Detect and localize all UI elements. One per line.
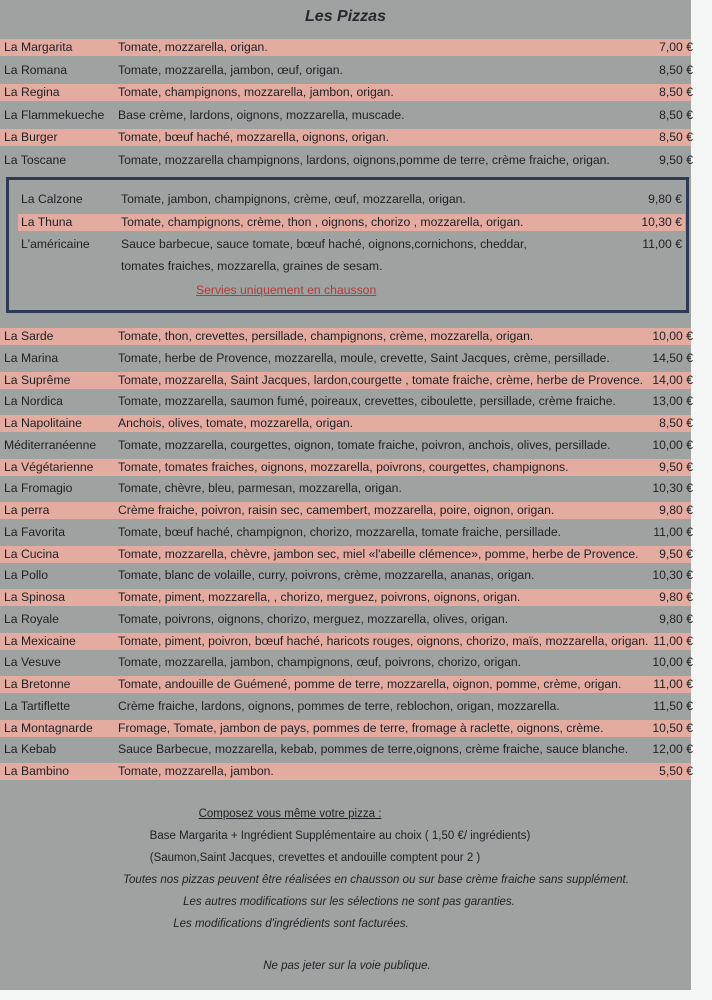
menu-item-row	[18, 191, 685, 208]
pizza-price: 8,50 €	[659, 416, 693, 430]
pizza-ingredients: Sauce Barbecue, mozzarella, kebab, pommes de terre,oignons, crème fraiche, sauce blanche.	[118, 742, 629, 757]
pizza-ingredients: Tomate, piment, mozzarella, , chorizo, merguez, poivrons, oignons, origan.	[118, 590, 521, 604]
pizza-price: 9,80 €	[659, 590, 693, 604]
pizza-name: La perra	[4, 503, 50, 517]
pizza-ingredients: Tomate, bœuf haché, mozzarella, oignons, origan.	[118, 130, 389, 145]
pizza-price: 8,50 €	[659, 62, 693, 77]
pizza-ingredients: Tomate, jambon, champignons, crème, œuf, mozzarella, origan.	[121, 192, 466, 206]
pizza-price: 9,50 €	[659, 459, 693, 474]
pizza-ingredients: Tomate, mozzarella, chèvre, jambon sec, miel «l'abeille clémence», pomme, herbe de Provence.	[118, 546, 639, 561]
note-chausson: Toutes nos pizzas peuvent être réalisées en chausson ou sur base crème fraiche sans supplément.	[123, 874, 629, 886]
menu-item-row	[0, 459, 691, 476]
pizza-price: 8,50 €	[659, 130, 693, 145]
pizza-price: 13,00 €	[652, 394, 693, 409]
pizza-name: La Toscane	[4, 153, 67, 167]
pizza-name: La Montagnarde	[4, 720, 93, 735]
pizza-name: La Cucina	[4, 546, 59, 561]
pizza-name: La Flammekueche	[4, 107, 105, 122]
pizza-price: 9,50 €	[659, 546, 693, 561]
menu-item-row	[0, 84, 691, 101]
page-title: Les Pizzas	[305, 8, 386, 25]
pizza-name: La Fromagio	[4, 481, 73, 496]
pizza-ingredients: Anchois, olives, tomate, mozzarella, origan.	[118, 416, 354, 430]
pizza-name: La Calzone	[21, 192, 83, 206]
menu-item-row	[0, 480, 691, 497]
calzone-box	[6, 177, 689, 313]
americaine-continuation: tomates fraiches, mozzarella, graines de sesam.	[121, 259, 383, 273]
menu-item-row	[0, 589, 691, 606]
pizza-price: 11,00 €	[653, 524, 693, 539]
pizza-price: 14,00 €	[652, 372, 693, 387]
pizza-name: La Sarde	[4, 329, 54, 343]
pizza-price: 14,50 €	[652, 350, 693, 365]
menu-item-row	[0, 633, 691, 650]
pizza-price: 10,00 €	[652, 437, 693, 452]
pizza-price: 11,00 €	[653, 677, 693, 691]
pizza-ingredients: Tomate, herbe de Provence, mozzarella, moule, crevette, Saint Jacques, crème, persillade.	[118, 350, 610, 365]
pizza-ingredients: Base crème, lardons, oignons, mozzarella, muscade.	[118, 107, 405, 122]
pizza-name: La Royale	[4, 611, 59, 626]
pizza-ingredients: Tomate, poivrons, oignons, chorizo, merguez, mozzarella, olives, origan.	[118, 611, 509, 626]
menu-item-row	[0, 39, 691, 56]
pizza-name: Méditerranéenne	[4, 437, 97, 452]
pizza-ingredients: Tomate, andouille de Guémené, pomme de terre, mozzarella, oignon, pomme, crème, origan.	[118, 677, 622, 691]
menu-item-row	[0, 328, 691, 345]
menu-item-row	[0, 107, 691, 124]
pizza-price: 9,80 €	[648, 192, 682, 206]
pizza-name: La Spinosa	[4, 590, 65, 604]
pizza-price: 8,50 €	[659, 85, 693, 100]
pizza-price: 11,50 €	[653, 698, 693, 713]
pizza-price: 11,00 €	[653, 633, 693, 648]
menu-item-row	[0, 567, 691, 584]
pizza-name: La Vesuve	[4, 655, 61, 670]
pizza-name: La Bretonne	[4, 677, 71, 691]
pizza-ingredients: Tomate, mozzarella, jambon.	[118, 764, 274, 778]
pizza-ingredients: Tomate, thon, crevettes, persillade, champignons, crème, mozzarella, origan.	[118, 329, 534, 343]
menu-item-row	[0, 741, 691, 758]
chausson-note: Servies uniquement en chausson	[196, 283, 377, 297]
pizza-ingredients: Tomate, blanc de volaille, curry, poivrons, crème, mozzarella, ananas, origan.	[118, 568, 535, 583]
pizza-ingredients: Tomate, champignons, crème, thon , oignons, chorizo , mozzarella, origan.	[121, 214, 524, 229]
pizza-name: La Margarita	[4, 40, 73, 54]
pizza-price: 9,80 €	[659, 503, 693, 517]
pizza-ingredients: Crème fraiche, lardons, oignons, pommes de terre, reblochon, origan, mozzarella.	[118, 698, 560, 713]
pizza-ingredients: Sauce barbecue, sauce tomate, bœuf haché, oignons,cornichons, cheddar,	[121, 237, 527, 251]
compose-line-2: (Saumon,Saint Jacques, crevettes et andouille comptent pour 2 )	[149, 852, 481, 864]
pizza-price: 10,50 €	[652, 720, 693, 735]
pizza-price: 10,00 €	[652, 329, 693, 343]
menu-item-row	[0, 350, 691, 367]
pizza-ingredients: Tomate, mozzarella, Saint Jacques, lardon,courgette , tomate fraiche, crème, herbe de Provence.	[118, 372, 644, 387]
pizza-ingredients: Tomate, chèvre, bleu, parmesan, mozzarella, origan.	[118, 481, 402, 496]
pizza-name: La Pollo	[4, 568, 49, 583]
pizza-price: 8,50 €	[659, 107, 693, 122]
pizza-price: 10,30 €	[652, 481, 693, 496]
pizza-name: L'américaine	[21, 237, 90, 251]
pizza-ingredients: Tomate, mozzarella, jambon, œuf, origan.	[118, 62, 343, 77]
pizza-price: 10,30 €	[641, 214, 682, 229]
menu-item-row	[0, 763, 691, 780]
disclaimer: Ne pas jeter sur la voie publique.	[263, 960, 431, 972]
pizza-price: 11,00 €	[642, 237, 682, 251]
pizza-price: 12,00 €	[652, 742, 693, 757]
pizza-ingredients: Tomate, mozzarella, origan.	[118, 40, 268, 54]
menu-item-row	[0, 152, 691, 169]
menu-item-row	[0, 393, 691, 410]
menu-item-row	[0, 502, 691, 519]
pizza-name: La Tartiflette	[4, 698, 71, 713]
pizza-price: 9,50 €	[659, 153, 693, 167]
compose-heading: Composez vous même votre pizza :	[198, 808, 382, 820]
pizza-ingredients: Tomate, mozzarella, jambon, champignons, œuf, poivrons, chorizo, origan.	[118, 655, 522, 670]
menu-item-row	[18, 236, 685, 253]
pizza-price: 7,00 €	[659, 40, 693, 54]
menu-item-row	[0, 415, 691, 432]
pizza-ingredients: Tomate, piment, poivron, bœuf haché, haricots rouges, oignons, chorizo, maïs, mozzarella, origan.	[118, 633, 649, 648]
pizza-name: La Regina	[4, 85, 60, 100]
pizza-ingredients: Tomate, mozzarella champignons, lardons, oignons,pomme de terre, crème fraiche, origan.	[118, 153, 610, 167]
note-facturees: Les modifications d'ingrédients sont facturées.	[173, 918, 409, 930]
pizza-name: La Favorita	[4, 524, 65, 539]
pizza-ingredients: Tomate, mozzarella, saumon fumé, poireaux, crevettes, ciboulette, persillade, crème fraiche.	[118, 394, 616, 409]
pizza-price: 10,30 €	[652, 568, 693, 583]
pizza-ingredients: Crème fraiche, poivron, raisin sec, camembert, mozzarella, poire, oignon, origan.	[118, 503, 555, 517]
pizza-name: La Napolitaine	[4, 416, 82, 430]
pizza-price: 10,00 €	[652, 655, 693, 670]
note-modifications: Les autres modifications sur les sélections ne sont pas garanties.	[183, 896, 515, 908]
pizza-ingredients: Tomate, bœuf haché, champignon, chorizo, mozzarella, tomate fraiche, persillade.	[118, 524, 562, 539]
pizza-name: La Mexicaine	[4, 633, 76, 648]
pizza-name: La Marina	[4, 350, 59, 365]
menu-item-row	[0, 611, 691, 628]
pizza-name: La Kebab	[4, 742, 57, 757]
pizza-name: La Burger	[4, 130, 58, 145]
pizza-name: La Romana	[4, 62, 68, 77]
menu-item-row	[0, 654, 691, 671]
pizza-ingredients: Tomate, tomates fraiches, oignons, mozzarella, poivrons, courgettes, champignons.	[118, 459, 569, 474]
pizza-name: La Nordica	[4, 394, 63, 409]
menu-item-row	[0, 524, 691, 541]
menu-item-row	[0, 676, 691, 693]
compose-line-1: Base Margarita + Ingrédient Supplémentaire au choix ( 1,50 €/ ingrédients)	[149, 830, 531, 842]
menu-item-row	[18, 214, 685, 231]
pizza-name: La Végétarienne	[4, 459, 94, 474]
menu-item-row	[0, 372, 691, 389]
pizza-ingredients: Fromage, Tomate, jambon de pays, pommes de terre, fromage à raclette, oignons, crème.	[118, 720, 604, 735]
pizza-name: La Thuna	[21, 214, 73, 229]
pizza-ingredients: Tomate, mozzarella, courgettes, oignon, tomate fraiche, poivron, anchois, olives, persillade.	[118, 437, 611, 452]
menu-item-row	[0, 62, 691, 79]
pizza-price: 9,80 €	[659, 611, 693, 626]
menu-item-row	[0, 698, 691, 715]
menu-item-row	[0, 720, 691, 737]
pizza-name: La Suprême	[4, 372, 71, 387]
menu-item-row	[0, 437, 691, 454]
pizza-price: 5,50 €	[659, 764, 693, 778]
pizza-ingredients: Tomate, champignons, mozzarella, jambon, origan.	[118, 85, 394, 100]
menu-item-row	[0, 129, 691, 146]
pizza-name: La Bambino	[4, 764, 70, 778]
menu-item-row	[0, 546, 691, 563]
